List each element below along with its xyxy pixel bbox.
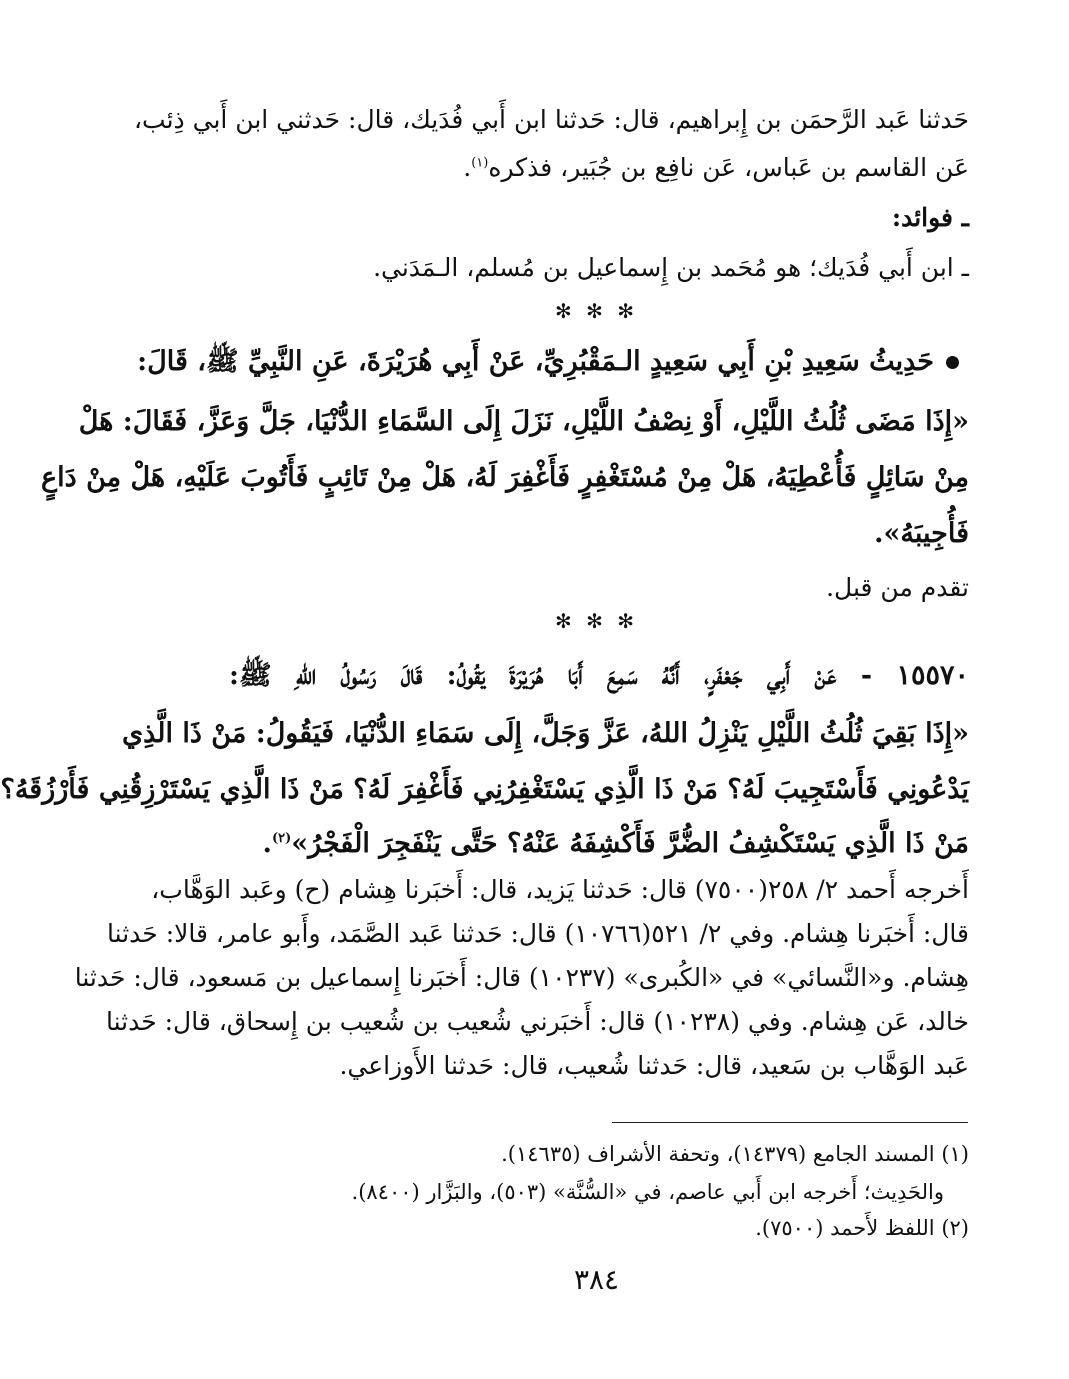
hadith-text-line-1: «إِذَا مَضَى ثُلُثُ اللَّيْلِ، أَوْ نِصْفُ اللَّيْلِ، نَزَلَ إِلَى السَّمَاءِ الدُّنْيَا، جَلَّ وَعَزَّ، فَقَالَ: هَلْ — [78, 406, 969, 437]
takhrij-line-2: قال: أَخبَرنا هِشام. وفي ٢/ ٥٢١(١٠٧٦٦) قال: حَدثنا عَبد الصَّمَد، وأَبو عامر، قالا: حَدثنا — [107, 919, 969, 948]
text-line-1: حَدثنا عَبد الرَّحمَن بن إِبراهيم، قال: حَدثنا ابن أَبي فُدَيك، قال: حَدثني ابن أَبي ذِئب، — [133, 105, 969, 134]
footnote-1-continued: والحَدِيث؛ أَخرجه ابن أَبي عاصم، في «السُّنَّة» (٥٠٣)، والبَزَّار (٨٤٠٠). — [351, 1180, 944, 1204]
hadith-heading-1 — [137, 340, 959, 386]
hadith-text-line-4: «إِذَا بَقِيَ ثُلُثُ اللَّيْلِ يَنْزِلُ اللهُ، عَزَّ وَجَلَّ، إِلَى سَمَاءِ الدُّنْيَا، فَيَقُولُ: مَنْ ذَا الَّذِي — [121, 718, 969, 749]
footnote-1: (١) المسند الجامع (١٤٣٧٩)، وتحفة الأشراف (١٤٦٣٥). — [501, 1142, 969, 1166]
takhrij-line-3: هِشام. و«النَّسائي» في «الكُبرى» (١٠٢٣٧) قال: أَخبَرنا إِسماعيل بن مَسعود، قال: حَدثنا — [74, 963, 969, 992]
takhrij-line-4: خالد، عَن هِشام. وفي (١٠٢٣٨) قال: أَخبَرني شُعيب بن شُعيب بن إِسحاق، قال: حَدثنا — [105, 1007, 969, 1036]
hadith-text-line-3: فَأُجِيبَهُ». — [874, 518, 969, 549]
footnote-2: (٢) اللفظ لأَحمد (٧٥٠٠). — [755, 1216, 969, 1240]
footnote-ref-1: (١) — [471, 155, 489, 171]
hadith-heading-2: ١٥٥٧٠ - عَنْ أَبِي جَعْفَرٍ، أَنَّهُ سَمِعَ أَبَا هُرَيْرَةَ يَقُولُ: قَالَ رَسُولُ اللهِ ﷺ: — [229, 660, 969, 691]
separator-asterisks-2: ✻ ✻ ✻ — [555, 609, 638, 633]
hadith-text-line-6 — [229, 822, 969, 868]
hadith-text-line-2: مِنْ سَائِلٍ فَأُعْطِيَهُ، هَلْ مِنْ مُسْتَغْفِرٍ فَأَغْفِرَ لَهُ، هَلْ مِنْ تَائِبٍ فَأَتُوبَ عَلَيْهِ، هَلْ مِنْ دَاعٍ — [41, 462, 969, 493]
text-line-2-end: . — [463, 153, 472, 182]
text-line-2 — [229, 148, 969, 190]
hadith-text-line-5: يَدْعُونِي فَأَسْتَجِيبَ لَهُ؟ مَنْ ذَا الَّذِي يَسْتَغْفِرُنِي فَأَغْفِرَ لَهُ؟ مَنْ ذَا الَّذِي يَسْتَرْزِقُنِي فَأَرْزُقَهُ؟ — [0, 774, 969, 805]
takhrij-line-1: أَخرجه أَحمد ٢/ ٢٥٨(٧٥٠٠) قال: حَدثنا يَزيد، قال: أَخبَرنا هِشام (ح) وعَبد الوَهَّاب، — [151, 875, 969, 904]
footnote-divider — [612, 1122, 968, 1123]
hadith-text-line-6-end: . — [262, 828, 272, 859]
footnote-ref-2: (٢) — [271, 831, 292, 846]
text-line-2-body: عَن القاسم بن عَباس، عَن نافِع بن جُبَير، فذكره — [488, 153, 969, 182]
text-line-9: تقدم من قبل. — [826, 573, 969, 602]
fawaid-heading: ـ فوائد: — [891, 203, 969, 232]
bullet-icon — [946, 356, 959, 369]
page-number: ٣٨٤ — [573, 1263, 620, 1296]
text-line-4: ـ ابن أَبي فُدَيك؛ هو مُحَمد بن إِسماعيل بن مُسلم، الـمَدَني. — [373, 253, 969, 282]
separator-asterisks-1: ✻ ✻ ✻ — [555, 299, 638, 323]
hadith-text-line-6-body: مَنْ ذَا الَّذِي يَسْتَكْشِفُ الضُّرَّ فَأَكْشِفَهُ عَنْهُ؟ حَتَّى يَنْفَجِرَ الْفَجْرُ» — [291, 828, 969, 859]
hadith-heading-1-text: حَدِيثُ سَعِيدِ بْنِ أَبِي سَعِيدٍ الـمَقْبُرِيِّ، عَنْ أَبِي هُرَيْرَةَ، عَنِ النَّبِيِّ ﷺ، قَالَ: — [137, 346, 934, 377]
takhrij-line-5: عَبد الوَهَّاب بن سَعيد، قال: حَدثنا شُعيب، قال: حَدثنا الأَوزاعي. — [339, 1051, 969, 1080]
